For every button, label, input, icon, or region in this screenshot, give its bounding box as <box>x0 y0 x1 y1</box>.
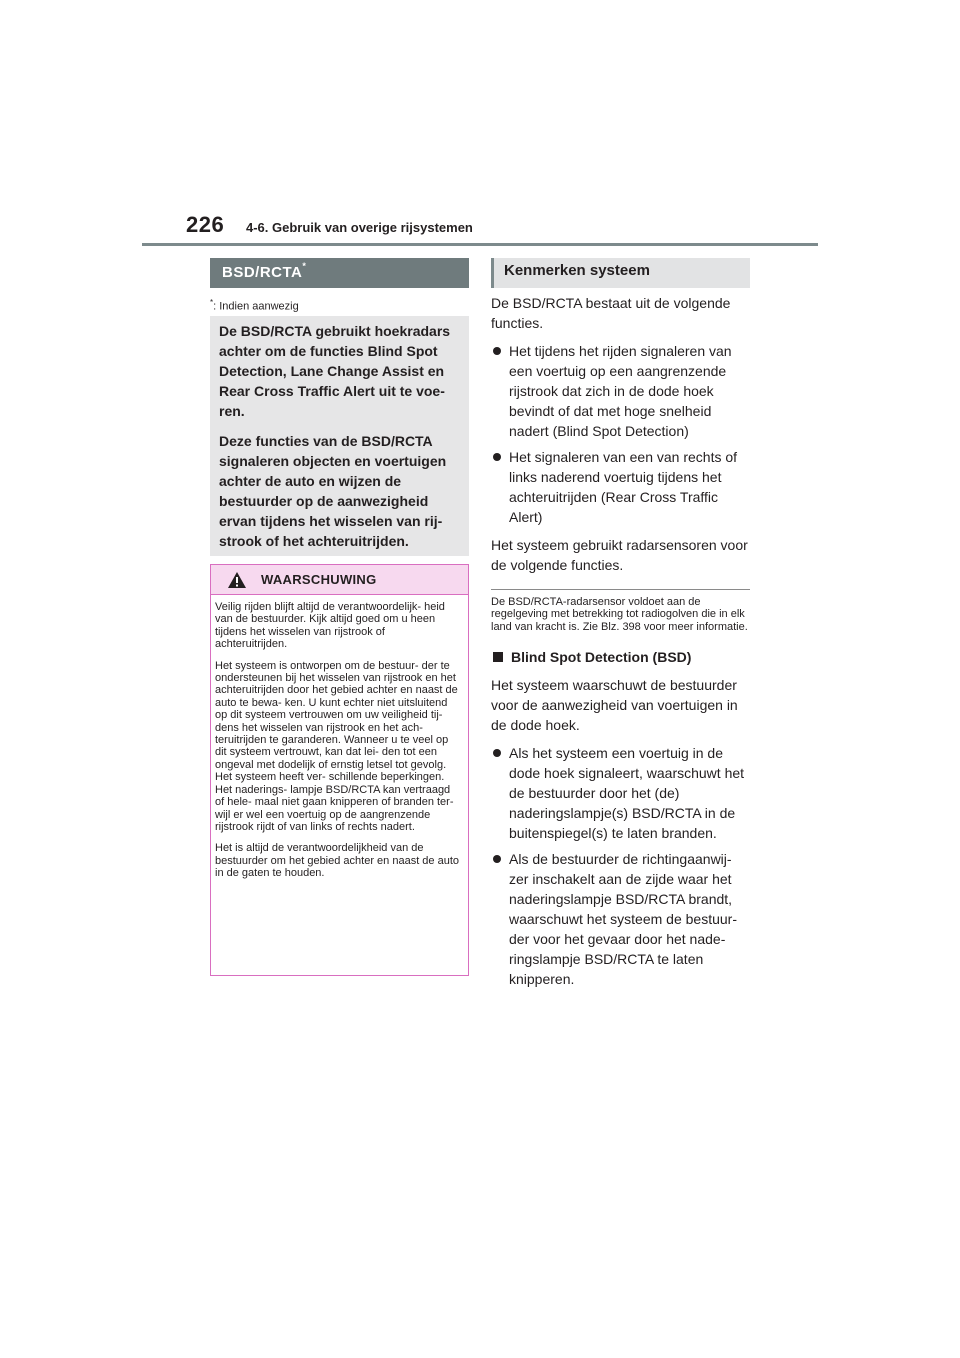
list-item: Het tijdens het rijden signaleren van een voertuig op een aangrenzende rijstrook dat zich in de dode hoek bevindt of dat met hoge snelheid nadert (Blind Spot Detection) <box>491 341 750 441</box>
page-number: 226 <box>186 212 225 237</box>
warning-paragraph: Het systeem is ontworpen om de bestuur- der te ondersteunen bij het wisselen van rijstrook en het achteruitrijden door het gebied achter en naast de auto te bewa- ken. U kunt echter niet uitsluitend op dit systeem vertrouwen om uw veiligheid tij- dens het wisselen van rijstrook en het ach- teruitrijden te garanderen. Wanneer u te veel op dit systeem vertrouwt, kan dat lei- den tot een ongeval met dodelijk of ernstig letsel tot gevolg. Het systeem heeft ver- schillende beperkingen. Het naderings- lampje BSD/RCTA kan vertraagd of hele- maal niet gaan knipperen of branden ter- wijl er wel een voertuig op de aangrenzende rijstrook rijdt of van links of rechts nadert. <box>215 659 458 833</box>
bsd-rcta-heading-text: BSD/RCTA <box>222 264 303 281</box>
bsd-text: Het systeem waarschuwt de bestuurder voor de aanwezigheid van voertuigen in de dode hoek. <box>491 677 738 734</box>
bsd-rcta-heading <box>210 258 469 288</box>
footnote-asterisk: * <box>210 298 214 307</box>
intro-text: De BSD/RCTA bestaat uit de volgende functies. <box>491 295 731 331</box>
warning-paragraph: Het is altijd de verantwoordelijkheid van de bestuurder om het gebied achter en naast de auto in de gaten te houden. <box>215 842 460 880</box>
warning-box <box>210 564 469 976</box>
warning-header <box>211 565 468 595</box>
kenmerken-heading: Kenmerken systeem <box>491 258 750 288</box>
bsd-subheading <box>491 647 750 667</box>
right-column <box>491 293 750 997</box>
list-item: Als het systeem een voertuig in de dode hoek signaleert, waarschuwt het de bestuurder door het (de) naderingslampje(s) BSD/RCTA in de buitenspiegel(s) te laten branden. <box>491 743 750 843</box>
list-item: Als de bestuurder de richtingaanwij- zer inschakelt aan de zijde waar het naderingslampje BSD/RCTA brandt, waarschuwt het systeem de bestuur- der voor het gevaar door het nade- ringslampje BSD/RCTA te laten knipperen. <box>491 849 750 989</box>
header-divider <box>142 243 818 246</box>
section-title: 4-6. Gebruik van overige rijsystemen <box>246 220 473 235</box>
warning-paragraph: Veilig rijden blijft altijd de verantwoordelijk- heid van de bestuurder. Kijk altijd goed om u heen tijdens het wisselen van rijstrook of achteruitrijden. <box>215 601 445 651</box>
summary-box <box>210 316 469 556</box>
list-item: Het signaleren van een van rechts of links naderend voertuig tijdens het achteruitrijden (Rear Cross Traffic Alert) <box>491 447 750 527</box>
function-list <box>491 341 750 527</box>
bsd-list <box>491 743 750 989</box>
warning-body <box>211 595 468 880</box>
heading-asterisk: * <box>302 261 307 271</box>
square-bullet-icon <box>493 652 503 662</box>
warning-triangle-icon <box>227 571 247 589</box>
sensor-text: Het systeem gebruikt radarsensoren voor de volgende functies. <box>491 537 748 573</box>
note-divider <box>491 589 750 590</box>
footnote <box>210 298 299 313</box>
bsd-subheading-text: Blind Spot Detection (BSD) <box>511 649 692 666</box>
warning-title: WAARSCHUWING <box>261 572 377 587</box>
summary-paragraph: Deze functies van de BSD/RCTA signaleren objecten en voertuigen achter de auto en wijzen de bestuurder op de aanwezigheid ervan tijdens het wisselen van rij- strook of het achteruitrijden. <box>219 433 447 549</box>
radio-note: De BSD/RCTA-radarsensor voldoet aan de regelgeving met betrekking tot radiogolven die in elk land van kracht is. Zie Blz. 398 voor meer informatie. <box>491 596 748 633</box>
footnote-text: : Indien aanwezig <box>213 300 299 313</box>
summary-paragraph: De BSD/RCTA gebruikt hoekradars achter om de functies Blind Spot Detection, Lane Change Assist en Rear Cross Traffic Alert uit te voe- ren. <box>219 323 451 419</box>
